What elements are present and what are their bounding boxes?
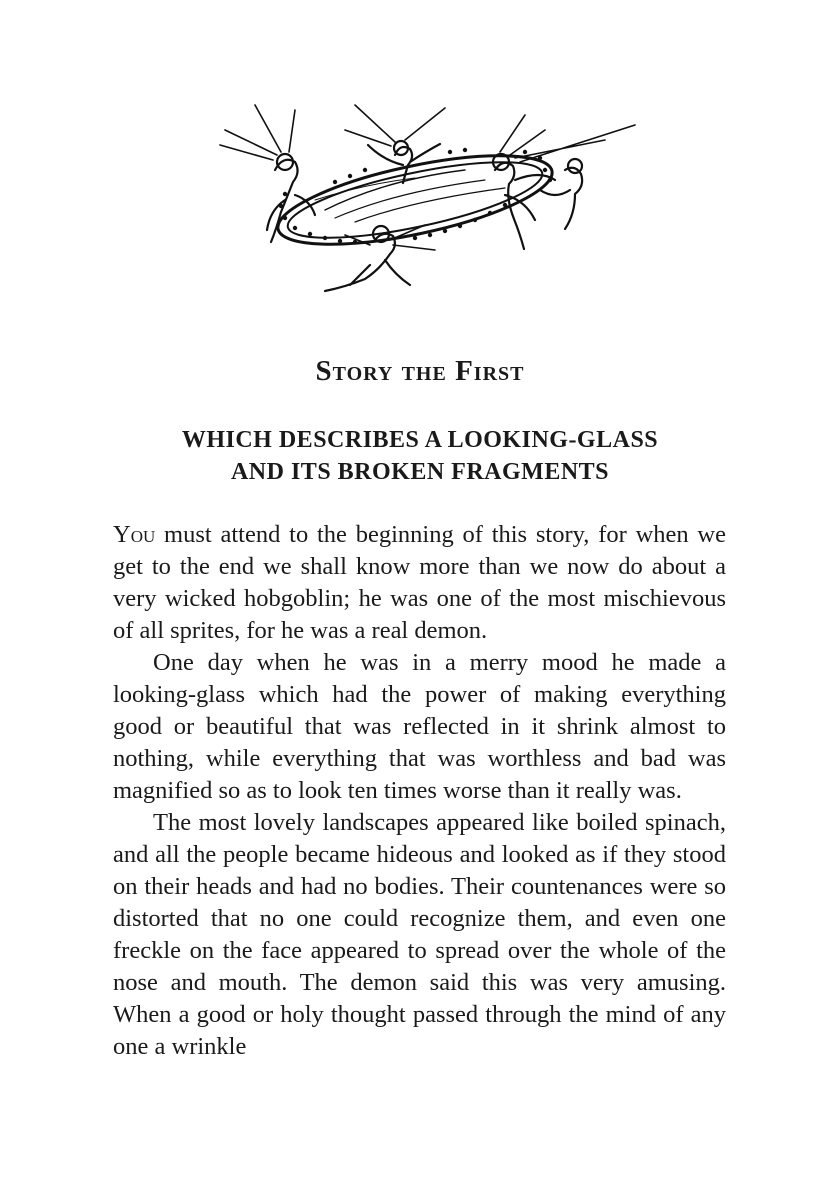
story-body — [113, 519, 726, 1063]
chapter-title: Story the First — [315, 355, 525, 387]
paragraph: The most lovely landscapes appeared like boiled spinach, and all the people became hideous and looked as if they stood on their heads and had no bodies. Their countenances were so distorted that no one could recognize them, and even one freckle on the face appeared to spread over the whole of the nose and mouth. The demon said this was very amusing. When a good or holy thought passed through the mind of any one a wrinkle — [113, 809, 726, 1060]
chapter-subtitle-line: AND ITS BROKEN FRAGMENTS — [230, 459, 610, 485]
paragraph-lead-word: You — [113, 521, 156, 548]
paragraph: One day when he was in a merry mood he made a looking-glass which had the power of making everything good or beautiful that was reflected in it shrink almost to nothing, while everything that was worthless and bad was magnified so as to look ten times worse than it really was. — [113, 649, 726, 804]
paragraph — [113, 519, 726, 647]
chapter-subtitle-line: WHICH DESCRIBES A LOOKING-GLASS — [181, 427, 659, 453]
fairies-carrying-mirror-illustration — [215, 100, 640, 305]
paragraph-text: must attend to the beginning of this story, for when we get to the end we shall know more than we now do about a very wicked hobgoblin; he was one of the most mischievous of all sprites, for he was a real demon. — [113, 521, 726, 644]
chapter-subtitle — [0, 424, 840, 488]
